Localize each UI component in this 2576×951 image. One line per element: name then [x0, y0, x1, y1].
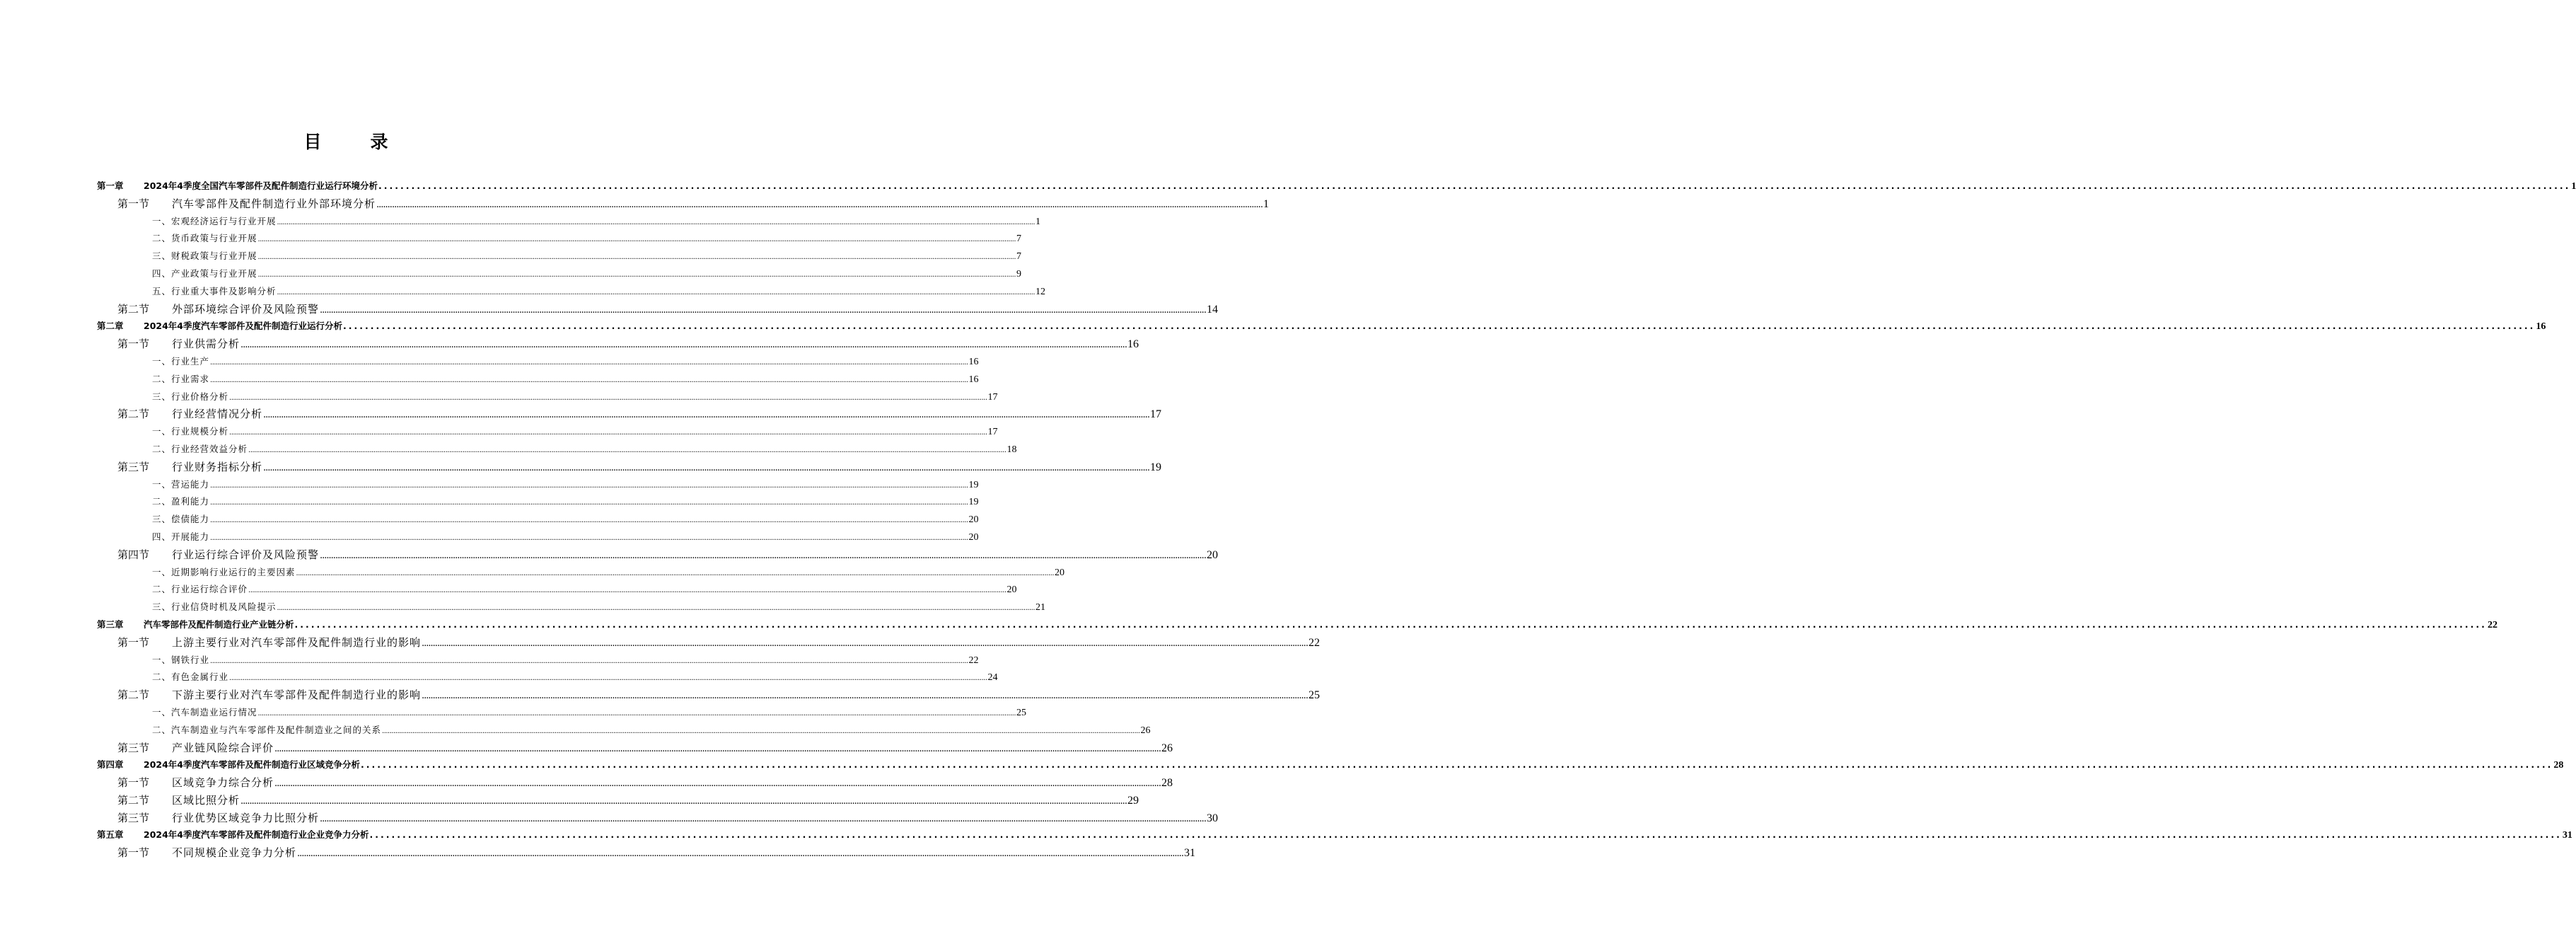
toc-section	[97, 634, 1320, 652]
toc-entry-number: 第二节	[117, 408, 150, 421]
dot-leader: ................................................................................................................................................................................................................................................................................................................................................................................................................	[210, 481, 968, 490]
toc-item	[97, 476, 979, 494]
toc-entry-title: 行业经营情况分析	[172, 408, 263, 421]
toc-section	[97, 686, 1320, 704]
dot-leader: ................................................................................................................................................................................................................................................................................................................................................................................................................	[320, 813, 1206, 824]
dot-leader: ................................................................................................................................................................................................................................................................................................................................................................................................................	[343, 321, 2536, 332]
toc-section	[97, 301, 1218, 318]
dot-leader: ................................................................................................................................................................................................................................................................................................................................................................................................................	[229, 674, 987, 683]
toc-entry-number: 第三节	[117, 741, 150, 754]
dot-leader: ................................................................................................................................................................................................................................................................................................................................................................................................................	[210, 358, 968, 367]
dot-leader: ................................................................................................................................................................................................................................................................................................................................................................................................................	[369, 829, 2562, 841]
toc-entry-title: 上游主要行业对汽车零部件及配件制造行业的影响	[172, 635, 422, 649]
toc-page-number: 1	[1263, 197, 1269, 210]
toc-entry-title: 二、有色金属行业	[152, 672, 229, 683]
dot-leader: ................................................................................................................................................................................................................................................................................................................................................................................................................	[277, 218, 1035, 226]
toc-page-number: 1	[2571, 181, 2576, 192]
toc-page-number: 20	[1055, 567, 1064, 578]
toc-entry-title: 下游主要行业对汽车零部件及配件制造行业的影响	[172, 688, 422, 702]
toc-page-number: 31	[2562, 830, 2572, 841]
toc-entry-title: 三、财税政策与行业开展	[152, 250, 257, 262]
toc-page-number: 22	[1308, 636, 1320, 649]
toc-chapter	[97, 756, 2564, 774]
dot-leader: ................................................................................................................................................................................................................................................................................................................................................................................................................	[229, 429, 987, 437]
toc-entry-title: 一、营运能力	[152, 478, 210, 490]
toc-entry-title: 行业财务指标分析	[172, 460, 263, 473]
toc-entry-title: 行业供需分析	[172, 338, 240, 351]
toc-entry-number: 第三节	[117, 811, 150, 824]
dot-leader: ................................................................................................................................................................................................................................................................................................................................................................................................................	[248, 446, 1006, 454]
toc-section	[97, 335, 1139, 353]
toc-entry-title: 一、行业生产	[152, 355, 210, 367]
dot-leader: ................................................................................................................................................................................................................................................................................................................................................................................................................	[376, 199, 1263, 210]
toc-section	[97, 405, 1161, 423]
toc-section	[97, 809, 1218, 827]
toc-page-number: 12	[1035, 286, 1045, 297]
dot-leader: ................................................................................................................................................................................................................................................................................................................................................................................................................	[320, 550, 1206, 561]
dot-leader: ................................................................................................................................................................................................................................................................................................................................................................................................................	[263, 462, 1149, 473]
toc-page-number: 17	[987, 391, 998, 403]
toc-entry-number: 第一节	[117, 776, 150, 790]
toc-entry-title: 外部环境综合评价及风险预警	[172, 302, 320, 316]
toc-page-number: 25	[1016, 707, 1026, 718]
toc-page-number: 21	[1035, 602, 1045, 613]
dot-leader: ................................................................................................................................................................................................................................................................................................................................................................................................................	[257, 709, 1016, 717]
dot-leader: ................................................................................................................................................................................................................................................................................................................................................................................................................	[274, 778, 1161, 790]
toc-page-number: 22	[968, 655, 979, 666]
page-title: 目 录	[303, 132, 404, 152]
toc-section	[97, 459, 1161, 476]
dot-leader: ................................................................................................................................................................................................................................................................................................................................................................................................................	[257, 236, 1016, 244]
toc-entry-title: 一、近期影响行业运行的主要因素	[152, 566, 296, 577]
toc-chapter	[97, 826, 2572, 844]
toc-item	[97, 353, 979, 371]
toc-entry-title: 三、行业价格分析	[152, 391, 229, 402]
toc-page-number: 20	[968, 531, 979, 543]
toc-entry-title: 五、行业重大事件及影响分析	[152, 285, 277, 296]
toc-page-number: 16	[968, 356, 979, 367]
toc-entry-number: 第四章	[97, 759, 124, 771]
toc-page-number: 14	[1206, 303, 1218, 316]
toc-entry-title: 产业链风险综合评价	[172, 741, 274, 754]
toc-entry-title: 二、行业运行综合评价	[152, 584, 248, 595]
toc-entry-title: 2024年4季度汽车零部件及配件制造行业企业竞争力分析	[144, 829, 369, 841]
dot-leader: ................................................................................................................................................................................................................................................................................................................................................................................................................	[277, 288, 1035, 296]
toc-page-number: 7	[1016, 234, 1021, 245]
dot-leader: ................................................................................................................................................................................................................................................................................................................................................................................................................	[210, 517, 968, 525]
table-of-contents	[97, 178, 2576, 862]
dot-leader: ................................................................................................................................................................................................................................................................................................................................................................................................................	[210, 376, 968, 384]
toc-item	[97, 669, 998, 686]
toc-item	[97, 704, 1026, 722]
toc-page-number: 7	[1016, 251, 1021, 263]
toc-item	[97, 371, 979, 388]
toc-entry-number: 第五章	[97, 829, 124, 841]
toc-section	[97, 774, 1173, 792]
dot-leader: ................................................................................................................................................................................................................................................................................................................................................................................................................	[378, 180, 2571, 191]
toc-page-number: 16	[968, 374, 979, 385]
toc-item	[97, 529, 979, 546]
toc-page-number: 16	[2536, 321, 2546, 333]
toc-page-number: 20	[968, 514, 979, 526]
toc-page-number: 26	[1161, 742, 1173, 754]
toc-item	[97, 388, 998, 406]
dot-leader: ................................................................................................................................................................................................................................................................................................................................................................................................................	[257, 253, 1016, 262]
toc-entry-title: 二、行业需求	[152, 373, 210, 384]
toc-page-number: 26	[1140, 725, 1151, 736]
toc-entry-title: 二、行业经营效益分析	[152, 443, 248, 454]
toc-item	[97, 283, 1045, 301]
toc-entry-title: 行业运行综合评价及风险预警	[172, 548, 320, 561]
toc-page-number: 28	[1161, 777, 1173, 790]
toc-page-number: 9	[1016, 268, 1021, 279]
toc-page-number: 19	[1149, 461, 1161, 473]
toc-page-number: 31	[1183, 847, 1195, 860]
toc-item	[97, 599, 1045, 616]
toc-page-number: 19	[968, 479, 979, 490]
toc-entry-title: 2024年4季度汽车零部件及配件制造行业区域竞争分析	[144, 759, 360, 771]
toc-entry-title: 一、宏观经济运行与行业开展	[152, 215, 277, 226]
toc-section	[97, 792, 1139, 809]
toc-entry-number: 第二节	[117, 302, 150, 316]
toc-page-number: 30	[1206, 812, 1218, 824]
toc-section	[97, 844, 1195, 862]
toc-page-number: 16	[1127, 338, 1139, 351]
toc-entry-number: 第二章	[97, 321, 124, 332]
toc-page-number: 18	[1006, 444, 1017, 455]
toc-entry-title: 三、行业信贷时机及风险提示	[152, 601, 277, 613]
dot-leader: ................................................................................................................................................................................................................................................................................................................................................................................................................	[277, 604, 1035, 613]
toc-item	[97, 511, 979, 529]
dot-leader: ................................................................................................................................................................................................................................................................................................................................................................................................................	[263, 410, 1149, 421]
toc-entry-number: 第三节	[117, 460, 150, 473]
toc-entry-title: 不同规模企业竞争力分析	[172, 846, 297, 860]
dot-leader: ................................................................................................................................................................................................................................................................................................................................................................................................................	[240, 795, 1127, 807]
toc-entry-number: 第一节	[117, 338, 150, 351]
dot-leader: ................................................................................................................................................................................................................................................................................................................................................................................................................	[320, 304, 1206, 316]
toc-item	[97, 564, 1064, 582]
dot-leader: ................................................................................................................................................................................................................................................................................................................................................................................................................	[257, 270, 1016, 279]
toc-chapter	[97, 178, 2576, 195]
toc-entry-number: 第二节	[117, 793, 150, 807]
dot-leader: ................................................................................................................................................................................................................................................................................................................................................................................................................	[422, 691, 1308, 702]
toc-entry-title: 三、偿债能力	[152, 514, 210, 525]
dot-leader: ................................................................................................................................................................................................................................................................................................................................................................................................................	[229, 393, 987, 402]
toc-entry-title: 一、行业规模分析	[152, 426, 229, 437]
toc-chapter	[97, 616, 2497, 634]
toc-page-number: 22	[2487, 619, 2497, 630]
toc-item	[97, 423, 998, 441]
toc-section	[97, 739, 1173, 757]
toc-entry-number: 第三章	[97, 618, 124, 630]
toc-entry-title: 一、钢铁行业	[152, 654, 210, 665]
dot-leader: ................................................................................................................................................................................................................................................................................................................................................................................................................	[210, 499, 968, 507]
dot-leader: ................................................................................................................................................................................................................................................................................................................................................................................................................	[274, 743, 1161, 754]
toc-page-number: 24	[987, 672, 998, 684]
toc-entry-title: 二、盈利能力	[152, 496, 210, 507]
dot-leader: ................................................................................................................................................................................................................................................................................................................................................................................................................	[422, 638, 1308, 649]
toc-entry-title: 区域比照分析	[172, 793, 240, 807]
toc-entry-title: 二、货币政策与行业开展	[152, 233, 257, 244]
toc-entry-title: 2024年4季度全国汽车零部件及配件制造行业运行环境分析	[144, 180, 378, 191]
toc-page-number: 19	[968, 497, 979, 508]
toc-entry-number: 第一节	[117, 846, 150, 860]
toc-item	[97, 441, 1017, 459]
toc-page-number: 28	[2553, 760, 2564, 771]
toc-entry-title: 四、开展能力	[152, 531, 210, 542]
toc-item	[97, 230, 1021, 248]
toc-entry-number: 第一节	[117, 635, 150, 649]
dot-leader: ................................................................................................................................................................................................................................................................................................................................................................................................................	[297, 848, 1183, 860]
toc-page-number: 17	[1149, 408, 1161, 421]
dot-leader: ................................................................................................................................................................................................................................................................................................................................................................................................................	[248, 587, 1006, 595]
toc-item	[97, 652, 979, 669]
toc-entry-title: 2024年4季度汽车零部件及配件制造行业运行分析	[144, 321, 342, 332]
dot-leader: ................................................................................................................................................................................................................................................................................................................................................................................................................	[294, 618, 2487, 630]
toc-section	[97, 546, 1218, 564]
toc-entry-number: 第四节	[117, 548, 150, 561]
toc-entry-number: 第二节	[117, 688, 150, 702]
toc-section	[97, 195, 1269, 213]
dot-leader: ................................................................................................................................................................................................................................................................................................................................................................................................................	[296, 569, 1054, 577]
dot-leader: ................................................................................................................................................................................................................................................................................................................................................................................................................	[210, 657, 968, 665]
toc-page-number: 1	[1035, 216, 1040, 227]
toc-item	[97, 265, 1021, 283]
toc-page-number: 17	[987, 427, 998, 438]
dot-leader: ................................................................................................................................................................................................................................................................................................................................................................................................................	[382, 727, 1140, 735]
toc-page-number: 29	[1127, 794, 1139, 807]
toc-entry-title: 汽车零部件及配件制造行业产业链分析	[144, 618, 294, 630]
dot-leader: ................................................................................................................................................................................................................................................................................................................................................................................................................	[361, 759, 2553, 771]
toc-entry-title: 二、汽车制造业与汽车零部件及配件制造业之间的关系	[152, 724, 382, 735]
toc-page-number: 20	[1006, 584, 1017, 596]
toc-item	[97, 581, 1017, 599]
dot-leader: ................................................................................................................................................................................................................................................................................................................................................................................................................	[210, 534, 968, 542]
toc-entry-title: 汽车零部件及配件制造行业外部环境分析	[172, 197, 376, 210]
toc-entry-title: 行业优势区域竞争力比照分析	[172, 811, 320, 824]
toc-entry-title: 四、产业政策与行业开展	[152, 267, 257, 279]
toc-item	[97, 493, 979, 511]
toc-entry-title: 一、汽车制造业运行情况	[152, 706, 257, 717]
toc-page-number: 20	[1206, 548, 1218, 561]
toc-entry-title: 区域竞争力综合分析	[172, 776, 274, 790]
toc-page-number: 25	[1308, 689, 1320, 702]
toc-chapter	[97, 318, 2546, 335]
toc-item	[97, 248, 1021, 265]
dot-leader: ................................................................................................................................................................................................................................................................................................................................................................................................................	[240, 340, 1127, 351]
toc-item	[97, 722, 1151, 739]
toc-entry-number: 第一章	[97, 180, 124, 191]
toc-entry-number: 第一节	[117, 197, 150, 210]
toc-item	[97, 213, 1040, 231]
